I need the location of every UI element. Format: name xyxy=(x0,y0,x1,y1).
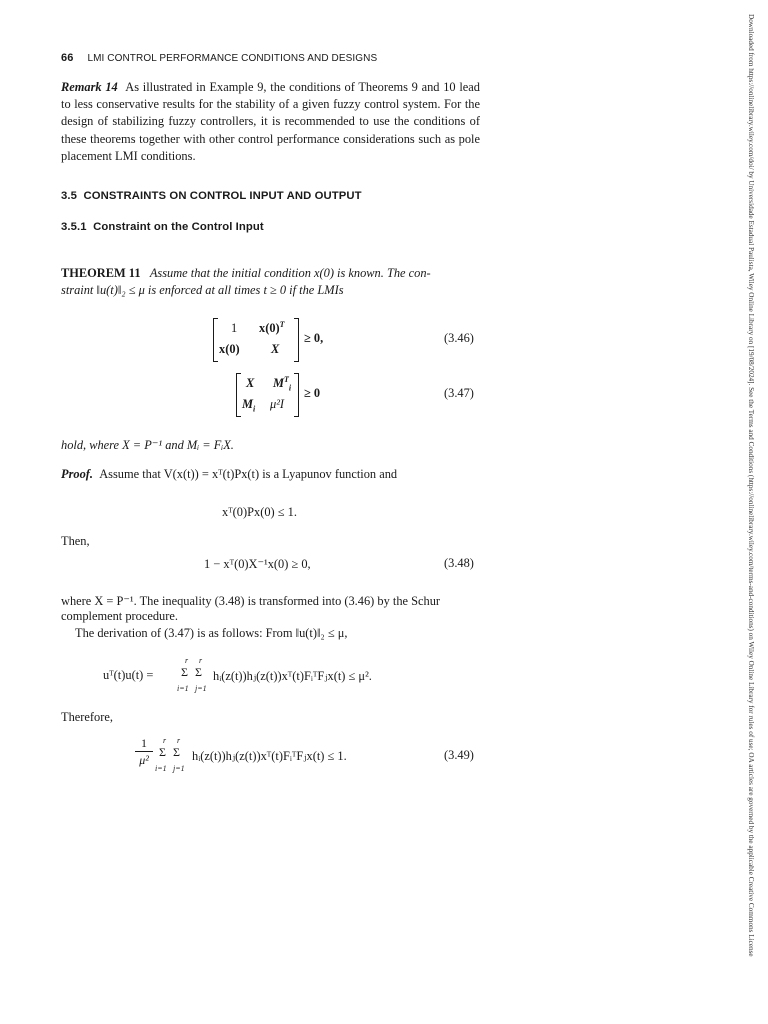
left-bracket xyxy=(213,318,218,362)
proof-text: Assume that V(x(t)) = xᵀ(t)Px(t) is a Lyapunov function and xyxy=(99,467,398,481)
sigma-j: Σ xyxy=(195,665,202,679)
download-notice-sidebar: Downloaded from https://onlinelibrary.wiley.com/doi/ by Universidade Estadual Paulista, Wiley Online Library on [19/08/2024]. See the Terms and Conditions (https://onlinelibrary.wiley.com/terms-and-conditions) on Wiley Online Library for rules of use; OA articles are governed by the applicable Creative Commons License xyxy=(747,14,755,957)
m347-21-text: M xyxy=(242,397,254,411)
sum-lower-j: j=1 xyxy=(195,684,207,693)
eq346-relation: ≥ 0, xyxy=(304,331,324,345)
eq348-number: (3.48) xyxy=(444,556,474,570)
m347-21 xyxy=(242,397,255,412)
eq348-body: 1 − xᵀ(0)X⁻¹x(0) ≥ 0, xyxy=(204,557,311,571)
matrix-346 xyxy=(213,318,299,362)
m347-21-sub: i xyxy=(253,404,256,414)
where-line-3: The derivation of (3.47) is as follows: From ‖u(t)‖₂ ≤ μ, xyxy=(75,626,348,640)
theorem-line-1 xyxy=(61,266,431,281)
hold-line: hold, where X = P⁻¹ and Mᵢ = FᵢX. xyxy=(61,438,234,452)
running-head xyxy=(61,52,377,64)
right-bracket xyxy=(294,318,299,362)
right-bracket xyxy=(294,373,299,417)
m346-12-sup: T xyxy=(279,319,285,329)
sum-upper-i: r xyxy=(185,656,189,665)
fraction-1-over-mu2 xyxy=(135,736,153,770)
sum-eq-body: hᵢ(z(t))hⱼ(z(t))xᵀ(t)FᵢᵀFⱼx(t) ≤ μ². xyxy=(213,669,372,683)
m346-11: 1 xyxy=(231,321,238,335)
frac-num: 1 xyxy=(141,736,147,750)
theorem-line-2: straint ‖u(t)‖₂ ≤ μ is enforced at all times t ≥ 0 if the LMIs xyxy=(61,283,344,297)
double-sum-1 xyxy=(177,656,212,696)
m346-12 xyxy=(259,321,285,336)
double-sum-2 xyxy=(155,736,190,776)
eq347-relation: ≥ 0 xyxy=(304,386,321,400)
eq349-number: (3.49) xyxy=(444,748,474,762)
sigma2-i: Σ xyxy=(159,745,166,759)
theorem-label: THEOREM 11 xyxy=(61,266,141,280)
frac-den: μ² xyxy=(139,753,149,767)
page-number: 66 xyxy=(61,52,74,64)
section-number: 3.5 xyxy=(61,190,78,202)
section-heading xyxy=(61,190,362,202)
then-text: Then, xyxy=(61,534,90,548)
sum2-upper-j: r xyxy=(177,736,181,745)
ineq-initial: xᵀ(0)Px(0) ≤ 1. xyxy=(222,505,297,519)
sum2-lower-i: i=1 xyxy=(155,764,167,773)
remark-text: As illustrated in Example 9, the conditions of Theorems 9 and 10 lead to less conservative results for the stability of a given fuzzy control system. For the design of stabilizing fuzzy controllers, it is recommended to use the conditions of these theorems together with other control performance considerations such as pole placement LMI conditions. xyxy=(61,80,480,163)
therefore-text: Therefore, xyxy=(61,710,113,724)
frac-bar xyxy=(135,751,153,752)
subsection-title: Constraint on the Control Input xyxy=(93,221,264,233)
theorem-text-1: Assume that the initial condition x(0) is known. The con- xyxy=(149,266,431,280)
remark-label: Remark 14 xyxy=(61,80,118,94)
subsection-heading xyxy=(61,221,264,233)
m347-11: X xyxy=(246,376,255,390)
eq349-body: hᵢ(z(t))hⱼ(z(t))xᵀ(t)FᵢᵀFⱼx(t) ≤ 1. xyxy=(192,749,347,763)
matrix-347 xyxy=(236,373,299,417)
eq346-number: (3.46) xyxy=(444,331,474,345)
eq347-number: (3.47) xyxy=(444,386,474,400)
where-line-2: complement procedure. xyxy=(61,609,178,623)
m347-12-text: M xyxy=(273,376,285,390)
m347-22: μ²I xyxy=(270,397,285,411)
remark-paragraph xyxy=(61,79,480,165)
section-title: CONSTRAINTS ON CONTROL INPUT AND OUTPUT xyxy=(83,190,362,202)
proof-line xyxy=(61,467,397,482)
sum-eq-lhs: uᵀ(t)u(t) = xyxy=(103,668,154,682)
sigma-i: Σ xyxy=(181,665,188,679)
subsection-number: 3.5.1 xyxy=(61,221,87,233)
m347-12 xyxy=(273,376,291,391)
left-bracket xyxy=(236,373,241,417)
m346-21: x(0) xyxy=(219,342,240,356)
m346-22: X xyxy=(271,342,280,356)
m346-12-text: x(0) xyxy=(259,321,280,335)
where-line-1: where X = P⁻¹. The inequality (3.48) is transformed into (3.46) by the Schur xyxy=(61,594,441,608)
m347-12-sup: T xyxy=(284,374,289,384)
m347-12-sub: i xyxy=(288,383,292,393)
proof-label: Proof. xyxy=(61,467,94,481)
sum-upper-j: r xyxy=(199,656,203,665)
running-title: LMI CONTROL PERFORMANCE CONDITIONS AND DESIGNS xyxy=(87,53,378,64)
sigma2-j: Σ xyxy=(173,745,180,759)
sum2-lower-j: j=1 xyxy=(173,764,185,773)
sum-lower-i: i=1 xyxy=(177,684,189,693)
sum2-upper-i: r xyxy=(163,736,167,745)
